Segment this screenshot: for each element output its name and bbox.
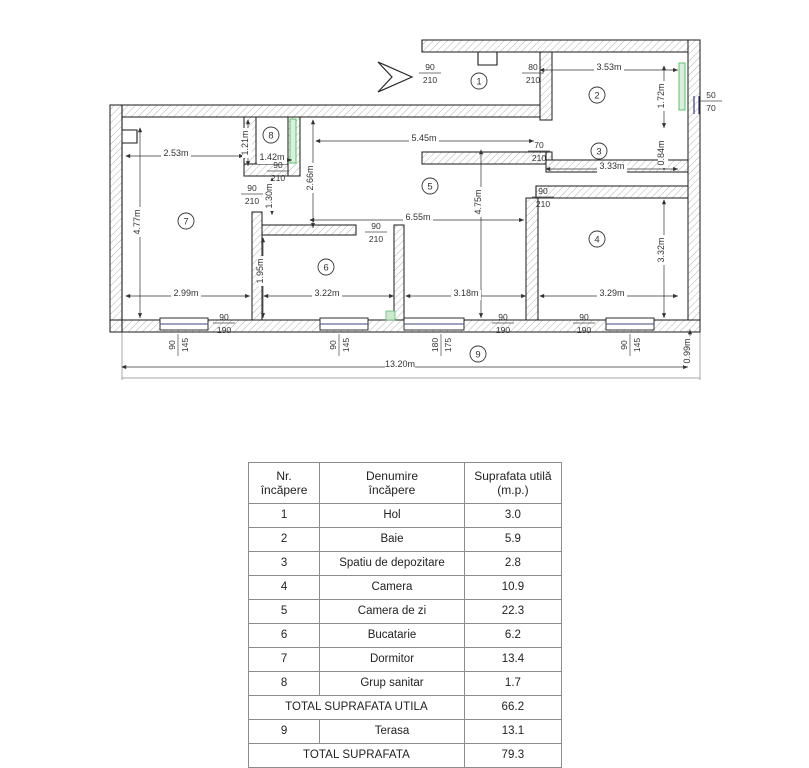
table-row	[249, 648, 562, 672]
svg-text:70: 70	[534, 140, 544, 150]
dimension-label-11: 4.75m	[473, 189, 483, 215]
dimension-label-19: 0.99m	[682, 338, 692, 364]
cell-room-number: 4	[249, 576, 320, 600]
table-row	[249, 600, 562, 624]
cell-room-area: 3.0	[464, 504, 561, 528]
svg-text:6: 6	[323, 262, 329, 274]
svg-text:50: 50	[706, 90, 716, 100]
svg-text:90: 90	[167, 340, 177, 350]
cell-room-number: 6	[249, 624, 320, 648]
cell-room-area: 10.9	[464, 576, 561, 600]
svg-text:210: 210	[244, 196, 260, 206]
svg-text:90: 90	[371, 221, 381, 231]
svg-text:210: 210	[422, 75, 438, 85]
opening-label-13	[430, 334, 453, 356]
dimension-label-8: 3.22m	[314, 288, 340, 298]
table-row-total	[249, 744, 562, 768]
table-row-total-utila	[249, 696, 562, 720]
cell-room-name: Camera	[320, 576, 465, 600]
dimension-label-17: 3.32m	[656, 237, 666, 263]
opening-label-12	[328, 334, 351, 356]
svg-text:90: 90	[328, 340, 338, 350]
room-number-6	[318, 259, 334, 275]
svg-text:210: 210	[525, 75, 541, 85]
svg-text:90: 90	[579, 312, 589, 322]
cell-room-number: 3	[249, 552, 320, 576]
cell-room-area: 6.2	[464, 624, 561, 648]
cell-room-number: 9	[249, 720, 320, 744]
area-schedule-table	[248, 462, 562, 768]
svg-text:80: 80	[528, 62, 538, 72]
dimension-label-6: 2.66m	[305, 165, 315, 191]
dimension-extension-lines	[122, 332, 700, 380]
svg-text:90: 90	[538, 186, 548, 196]
room-number-2	[589, 87, 605, 103]
cell-room-number: 2	[249, 528, 320, 552]
cell-room-name: Spatiu de depozitare	[320, 552, 465, 576]
header-area-line1: Suprafata utilă	[474, 468, 552, 483]
svg-text:190: 190	[495, 325, 511, 335]
cell-room-name: Dormitor	[320, 648, 465, 672]
cell-room-area: 13.1	[464, 720, 561, 744]
cell-total-utila-area: 66.2	[464, 696, 561, 720]
cell-room-number: 5	[249, 600, 320, 624]
dimension-label-5: 1.30m	[264, 183, 274, 209]
dimension-label-12: 3.18m	[453, 288, 479, 298]
dimension-label-14: 1.72m	[656, 83, 666, 109]
cell-total-utila-label: TOTAL SUPRAFATA UTILA	[249, 696, 465, 720]
svg-text:90: 90	[219, 312, 229, 322]
room-number-1	[471, 73, 487, 89]
opening-label-7	[700, 90, 722, 113]
dimension-label-15: 0.84m	[656, 140, 666, 166]
room-number-4	[589, 231, 605, 247]
cell-total-label: TOTAL SUPRAFATA	[249, 744, 465, 768]
entry-direction-arrow	[378, 62, 412, 92]
svg-text:2: 2	[594, 90, 600, 102]
svg-text:90: 90	[247, 183, 257, 193]
cell-room-name: Camera de zi	[320, 600, 465, 624]
svg-text:210: 210	[368, 234, 384, 244]
cell-room-number: 7	[249, 648, 320, 672]
cell-room-name: Grup sanitar	[320, 672, 465, 696]
svg-text:4: 4	[594, 234, 600, 246]
svg-text:8: 8	[268, 130, 274, 142]
svg-text:9: 9	[475, 349, 481, 361]
svg-text:5: 5	[427, 181, 433, 193]
cell-total-area: 79.3	[464, 744, 561, 768]
header-nr	[249, 463, 320, 504]
svg-text:90: 90	[425, 62, 435, 72]
dimension-label-20: 13.20m	[384, 359, 416, 369]
header-area	[464, 463, 561, 504]
dimension-label-16: 3.33m	[599, 161, 625, 171]
opening-label-0	[419, 62, 441, 85]
header-name-line1: Denumire	[365, 468, 418, 483]
cell-room-area: 2.8	[464, 552, 561, 576]
svg-text:175: 175	[443, 337, 453, 353]
svg-text:1: 1	[476, 76, 482, 88]
svg-text:190: 190	[216, 325, 232, 335]
svg-text:70: 70	[706, 103, 716, 113]
header-nr-line2: încăpere	[260, 483, 308, 497]
opening-label-3	[241, 183, 263, 206]
svg-text:90: 90	[619, 340, 629, 350]
table-row	[249, 720, 562, 744]
svg-text:3: 3	[596, 146, 602, 158]
svg-text:145: 145	[632, 337, 642, 353]
svg-text:145: 145	[341, 337, 351, 353]
svg-text:180: 180	[430, 337, 440, 353]
room-number-5	[422, 178, 438, 194]
svg-text:90: 90	[273, 160, 283, 170]
cell-room-name: Baie	[320, 528, 465, 552]
opening-label-14	[619, 334, 642, 356]
dimension-label-13: 3.53m	[596, 62, 622, 72]
room-number-9	[470, 346, 486, 362]
cell-room-name: Bucatarie	[320, 624, 465, 648]
table-header-row	[249, 463, 562, 504]
header-name	[320, 463, 465, 504]
dimension-label-18: 3.29m	[599, 288, 625, 298]
opening-label-6	[365, 221, 387, 244]
cell-room-number: 8	[249, 672, 320, 696]
dimension-label-10: 5.45m	[411, 133, 437, 143]
header-nr-line1: Nr.	[276, 468, 292, 483]
dimension-label-2: 2.99m	[173, 288, 199, 298]
header-area-line2: (m.p.)	[497, 483, 529, 497]
dimension-label-3: 1.21m	[240, 130, 250, 156]
svg-text:210: 210	[535, 199, 551, 209]
svg-text:145: 145	[180, 337, 190, 353]
table-row	[249, 576, 562, 600]
svg-text:7: 7	[183, 216, 189, 228]
cell-room-name: Hol	[320, 504, 465, 528]
svg-text:190: 190	[576, 325, 592, 335]
table-body	[249, 504, 562, 768]
svg-text:210: 210	[270, 173, 286, 183]
cell-room-area: 1.7	[464, 672, 561, 696]
table-row	[249, 624, 562, 648]
dimension-label-9: 6.55m	[405, 212, 431, 222]
svg-text:90: 90	[498, 312, 508, 322]
table-row	[249, 552, 562, 576]
cell-room-name: Terasa	[320, 720, 465, 744]
dimension-label-1: 4.77m	[132, 209, 142, 235]
cell-room-area: 22.3	[464, 600, 561, 624]
cell-room-area: 5.9	[464, 528, 561, 552]
header-name-line2: încăpere	[368, 483, 416, 497]
room-number-3	[591, 143, 607, 159]
table-row	[249, 528, 562, 552]
table-row	[249, 504, 562, 528]
opening-label-11	[167, 334, 190, 356]
dimension-label-7: 1.95m	[255, 258, 265, 284]
cell-room-area: 13.4	[464, 648, 561, 672]
dimension-label-0: 2.53m	[163, 148, 189, 158]
cell-room-number: 1	[249, 504, 320, 528]
svg-text:210: 210	[531, 153, 547, 163]
dimension-label-4: 1.42m	[259, 152, 285, 162]
table-row	[249, 672, 562, 696]
room-number-7	[178, 213, 194, 229]
room-number-8	[263, 127, 279, 143]
